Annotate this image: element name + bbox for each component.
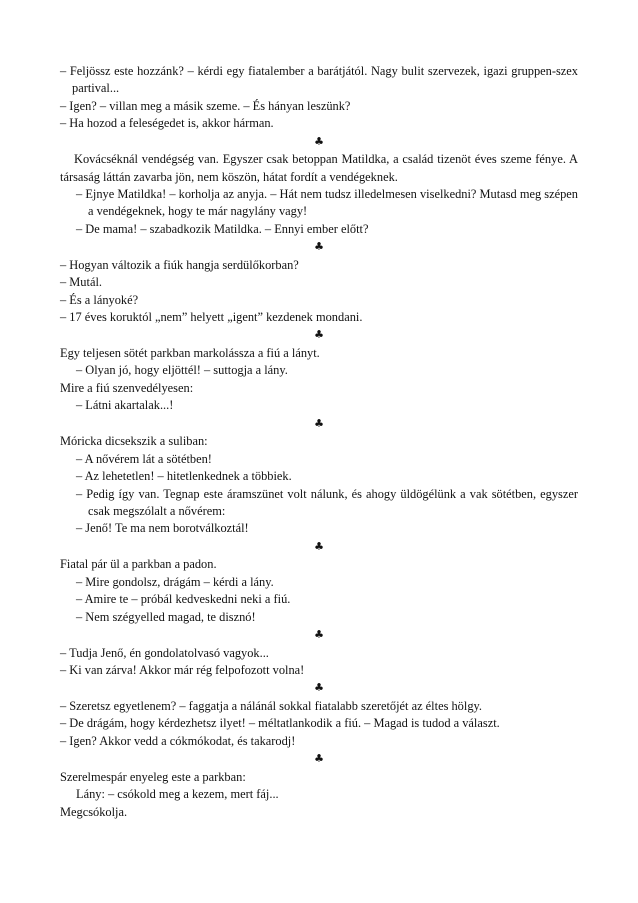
club-separator-icon: ♣: [314, 539, 324, 553]
joke-paragraph: – De drágám, hogy kérdezhetsz ilyet! – méltatlankodik a fiú. – Magad is tudod a választ.: [60, 716, 500, 731]
joke-paragraph: – Jenő! Te ma nem borotválkoztál!: [76, 521, 249, 536]
joke-paragraph: Kovácséknál vendégség van. Egyszer csak betoppan Matildka, a család tizenöt éves szeme fénye. A társaság láttán zavarba jön, nem köszön, hátat fordít a vendégeknek.: [60, 152, 578, 184]
joke-paragraph: – Az lehetetlen! – hitetlenkednek a többiek.: [76, 469, 292, 484]
joke-paragraph: – Ejnye Matildka! – korholja az anyja. – Hát nem tudsz illedelmesen viselkedni? Mutasd meg szépen a vendégeknek, hogy te már nagylány vagy!: [76, 187, 578, 219]
club-separator-icon: ♣: [314, 416, 324, 430]
club-separator-icon: ♣: [314, 328, 324, 342]
club-separator-icon: ♣: [314, 681, 324, 695]
joke-paragraph: Lány: – csókold meg a kezem, mert fáj...: [76, 787, 279, 802]
joke-paragraph: – Igen? – villan meg a másik szeme. – És hányan leszünk?: [60, 98, 351, 113]
joke-paragraph: Szerelmespár enyeleg este a parkban:: [60, 769, 246, 784]
joke-paragraph: – Tudja Jenő, én gondolatolvasó vagyok...: [60, 645, 269, 660]
club-separator-icon: ♣: [314, 134, 324, 148]
joke-paragraph: – A nővérem lát a sötétben!: [76, 451, 212, 466]
joke-paragraph: Megcsókolja.: [60, 804, 128, 819]
joke-paragraph: Egy teljesen sötét parkban markolássza a fiú a lányt.: [60, 346, 320, 361]
joke-paragraph: Mire a fiú szenvedélyesen:: [60, 380, 194, 395]
club-separator-icon: ♣: [314, 627, 324, 641]
club-separator-icon: ♣: [314, 240, 324, 254]
joke-paragraph: Móricka dicsekszik a suliban:: [60, 434, 208, 449]
joke-paragraph: – Pedig így van. Tegnap este áramszünet volt nálunk, és ahogy üldögélünk a vak sötétben, egyszer csak megszólalt a nővérem:: [76, 486, 578, 518]
club-separator-icon: ♣: [314, 752, 324, 766]
joke-paragraph: – 17 éves koruktól „nem” helyett „igent” kezdenek mondani.: [60, 310, 363, 325]
joke-paragraph: – Nem szégyelled magad, te disznó!: [76, 609, 256, 624]
joke-paragraph: – Szeretsz egyetlenem? – faggatja a nálánál sokkal fiatalabb szeretőjét az éltes hölgy.: [60, 698, 483, 713]
joke-paragraph: – Olyan jó, hogy eljöttél! – suttogja a lány.: [76, 363, 288, 378]
joke-paragraph: Fiatal pár ül a parkban a padon.: [60, 557, 217, 572]
joke-paragraph: – Feljössz este hozzánk? – kérdi egy fiatalember a barátjától. Nagy bulit szervezek, igazi gruppen-szex partival...: [60, 64, 578, 96]
joke-paragraph: – Amire te – próbál kedveskedni neki a fiú.: [76, 592, 291, 607]
joke-paragraph: – Mutál.: [60, 275, 102, 290]
joke-paragraph: – Látni akartalak...!: [76, 398, 174, 413]
joke-paragraph: – Mire gondolsz, drágám – kérdi a lány.: [76, 574, 274, 589]
joke-paragraph: – Ha hozod a feleségedet is, akkor hárman.: [60, 116, 274, 131]
joke-paragraph: – Igen? Akkor vedd a cókmókodat, és takarodj!: [60, 733, 296, 748]
joke-paragraph: – Ki van zárva! Akkor már rég felpofozott volna!: [60, 662, 305, 677]
joke-paragraph: – Hogyan változik a fiúk hangja serdülőkorban?: [60, 257, 299, 272]
joke-paragraph: – És a lányoké?: [60, 292, 139, 307]
joke-paragraph: – De mama! – szabadkozik Matildka. – Ennyi ember előtt?: [76, 221, 369, 236]
document-page: [60, 63, 578, 821]
